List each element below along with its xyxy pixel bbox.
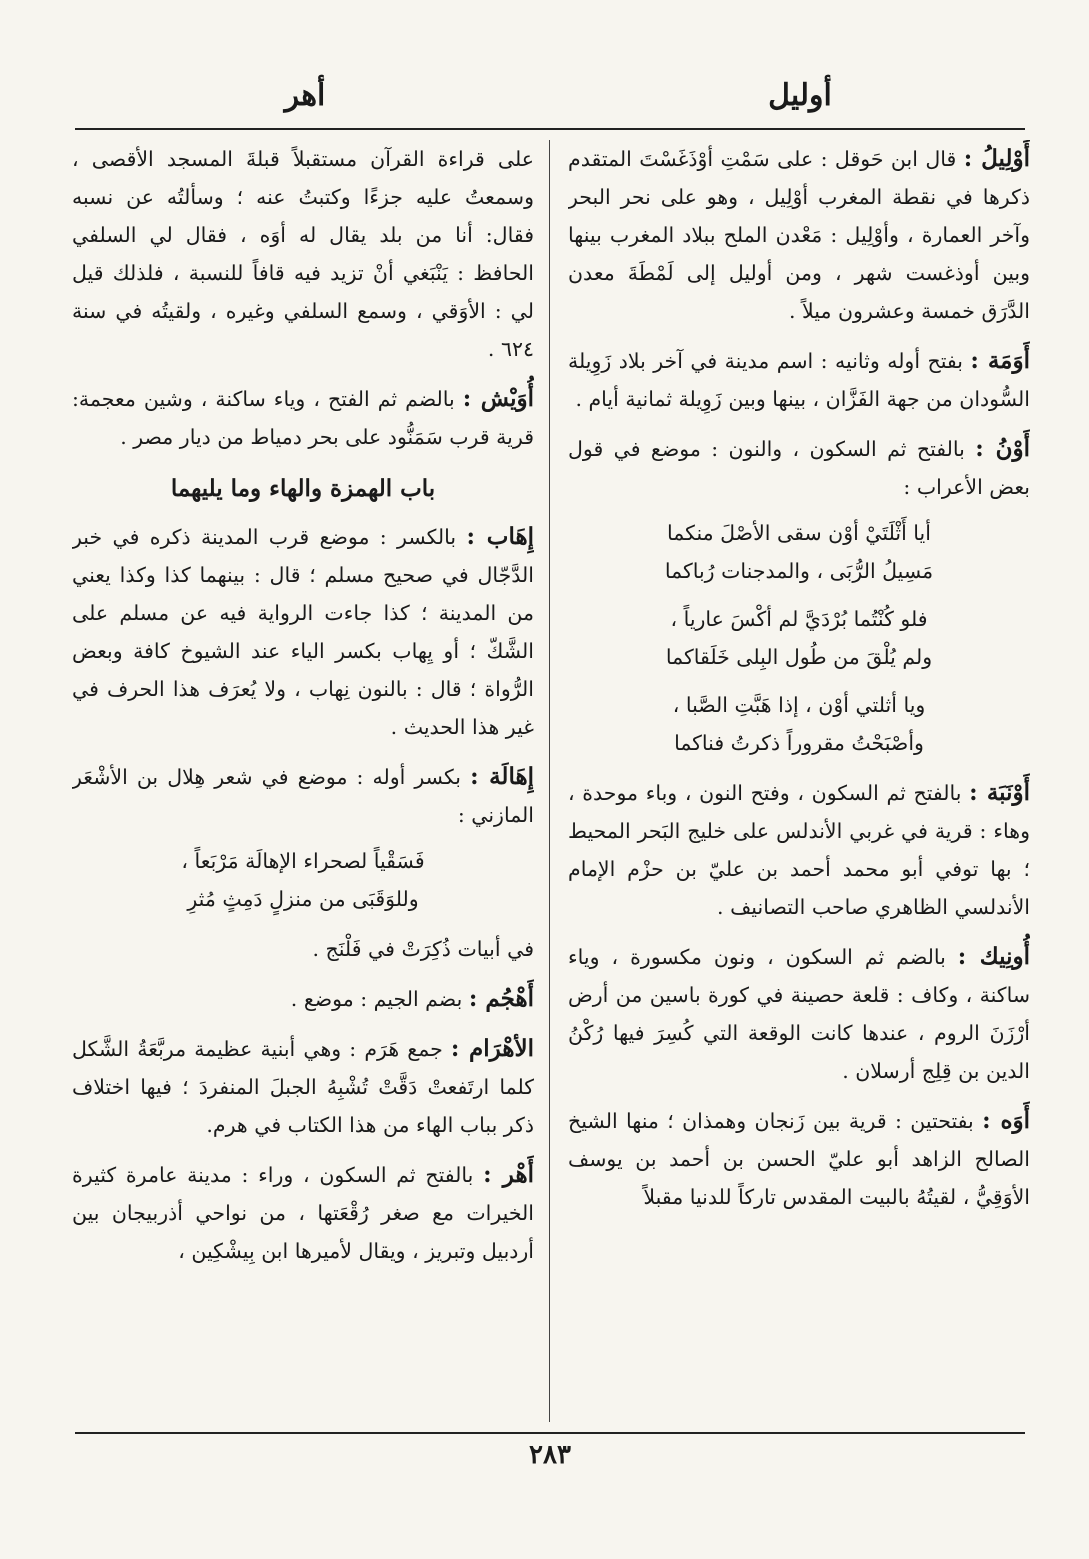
continued-text: على قراءة القرآن مستقبلاً قبلةَ المسجد الأقصى ، وسمعتُ عليه جزءًا وكتبتُ عنه ؛ وسألتُه عن نسبه فقال: أنا من بلد يقال له أوَه ، فقال لي السلفي الحافظ : يَنْبَغي أنْ تزيد فيه قافاً للنسبة ، فلذلك قيل لي : الأوَقي ، وسمع السلفي وغيره ، ولقيتُه في سنة ٦٢٤ . — [72, 147, 534, 361]
entry-awlil — [568, 140, 1030, 330]
verse-line: ولم يُلْقَ من طُول البِلى خَلَقاكما — [665, 645, 933, 669]
entry-headword: أَوَمَة : — [970, 347, 1030, 374]
bottom-rule — [75, 1432, 1025, 1434]
entry-awah — [568, 1102, 1030, 1216]
entry-text: بضم الجيم : موضع . — [290, 987, 463, 1011]
entry-headword: أُونِيك : — [957, 943, 1030, 970]
entry-headword: أَوْنُ : — [975, 435, 1030, 462]
entry-headword: أَهْر : — [483, 1161, 534, 1188]
entry-headword: الأهْرَام : — [450, 1035, 534, 1062]
entry-headword: إِهَالَة : — [470, 763, 534, 790]
top-rule — [75, 128, 1025, 130]
entry-headword: أَهْجُم : — [468, 985, 534, 1012]
entry-text: بالضم ثم السكون ، ونون مكسورة ، وياء ساكنة ، وكاف : قلعة حصينة في كورة باسين من أرض أرْزَنَ الروم ، عندها كانت الوقعة التي كُسِرَ فيها رُكْنُ الدين بن قِلِج أرسلان . — [568, 945, 1030, 1083]
entry-headword: أَوْنَبَة : — [969, 779, 1030, 806]
right-column — [568, 140, 1030, 1425]
entry-text: بفتحتين : قرية بين زَنجان وهمذان ؛ منها الشيخ الصالح الزاهد أبو عليّ الحسن بن أحمد بن يوسف الأوَقِيُّ ، لقيتُهُ بالبيت المقدس تاركاً للدنيا مقبلاً — [568, 1109, 1030, 1209]
running-head-left: أهر — [284, 78, 326, 113]
entry-text: بالضم ثم الفتح ، وياء ساكنة ، وشين معجمة: قرية قرب سَمَنُّود على بحر دمياط من ديار مصر . — [72, 387, 534, 449]
verse-line: فلو كُنْتُما بُرْدَيَّ لم أكْسَ عارياً ، — [670, 607, 928, 631]
entry-headword: أَوْلِيلُ : — [963, 145, 1030, 172]
entry-text: قال ابن حَوقل : على سَمْتِ أوْذَغَسْتَ المتقدم ذكرها في نقطة المغرب أوْلِيل ، وهو على نحر البحر وآخر العمارة ، وأوْلِيل : مَعْدن الملح ببلاد المغرب بينها وبين أوذغست شهر ، ومن أوليل إلى لَمْطَةَ معدن الدَّرَق خمسة وعشرون ميلاً . — [568, 147, 1030, 323]
left-column — [72, 140, 534, 1425]
entry-text: بكسر أوله : موضع في شعر هِلال بن الأشْعَر المازني : — [72, 765, 534, 827]
entry-ahjum — [72, 980, 534, 1018]
entry-text: بالفتح ثم السكون ، وفتح النون ، وباء موحدة ، وهاء : قرية في غربي الأندلس على خليج البَحر المحيط ؛ بها توفي أبو محمد أحمد بن عليّ بن حزْم الإمام الأندلسي الظاهري صاحب التصانيف . — [568, 781, 1030, 919]
verse-line: وللوَقَبَى من منزلٍ دَمِثٍ مُثرِ — [187, 887, 419, 911]
entry-text: جمع هَرَم : وهي أبنية عظيمة مربَّعَةُ الشَّكل كلما ارتَفعتْ دَقَّتْ تُشْبِهُ الجبلَ المنفردَ ؛ فيها اختلاف ذكر بباب الهاء من هذا الكتاب في هرم. — [72, 1037, 534, 1137]
verse-line: مَسِيلُ الرُّبَى ، والمدجنات رُباكما — [664, 559, 934, 583]
poem-verse — [72, 842, 534, 918]
entry-awn — [568, 430, 1030, 762]
entry-ahram — [72, 1030, 534, 1144]
section-heading: باب الهمزة والهاء وما يليهما — [170, 475, 436, 502]
entry-text: بفتح أوله وثانيه : اسم مدينة في آخر بلاد زَوِيلة السُّودان من جهة الفَزَّان ، بينها وبين زَوِيلة ثمانية أيام . — [568, 349, 1030, 411]
running-head-right: أوليل — [768, 78, 832, 113]
entry-text: بالفتح ثم السكون ، والنون : موضع في قول بعض الأعراب : — [568, 437, 1030, 499]
poem-verse — [568, 514, 1030, 762]
entry-awnik — [568, 938, 1030, 1090]
entry-headword: أُوَيْش : — [462, 385, 534, 412]
entry-text: بالفتح ثم السكون ، وراء : مدينة عامرة كثيرة الخيرات مع صغر رُقْعَتها ، من نواحي أذربيجان بين أردبيل وتبريز ، ويقال لأميرها ابن بِيشْكِين ، — [72, 1163, 534, 1263]
page-number: ٢٨٣ — [529, 1440, 571, 1470]
entry-ihala — [72, 758, 534, 968]
entry-ahr — [72, 1156, 534, 1270]
entry-ihab — [72, 518, 534, 746]
entry-text: بالكسر : موضع قرب المدينة ذكره في خبر الدَّجّال في صحيح مسلم ؛ قال : بينهما كذا وكذا يعني من المدينة ؛ كذا جاءت الرواية فيه عن مسلم على الشَّكّ ؛ أو يِهاب بكسر الياء عند الشيوخ كافة وبعض الرُّواة ؛ قال : بالنون نِهاب ، ولا يُعرَف هذا الحرف في غير هذا الحديث . — [72, 525, 534, 739]
verse-line: وأصْبَحْتُ مقروراً ذكرتُ فناكما — [674, 731, 924, 755]
entry-awnaba — [568, 774, 1030, 926]
entry-uwaysh — [72, 380, 534, 456]
entry-text-after-verse: في أبيات ذُكِرَتْ في فَلْنَج . — [312, 937, 534, 961]
column-divider — [549, 140, 550, 1422]
verse-line: فَسَقْياً لصحراء الإهالَة مَرْبَعاً ، — [181, 849, 425, 873]
entry-headword: أَوَه : — [982, 1107, 1030, 1134]
entry-awama — [568, 342, 1030, 418]
entry-headword: إِهَاب : — [466, 523, 534, 550]
verse-line: أيا أَثْلَتَيْ أوْن سقى الأصْلَ منكما — [667, 521, 931, 545]
verse-line: ويا أثلتي أوْن ، إذا هَبَّتِ الصَّبا ، — [672, 693, 926, 717]
